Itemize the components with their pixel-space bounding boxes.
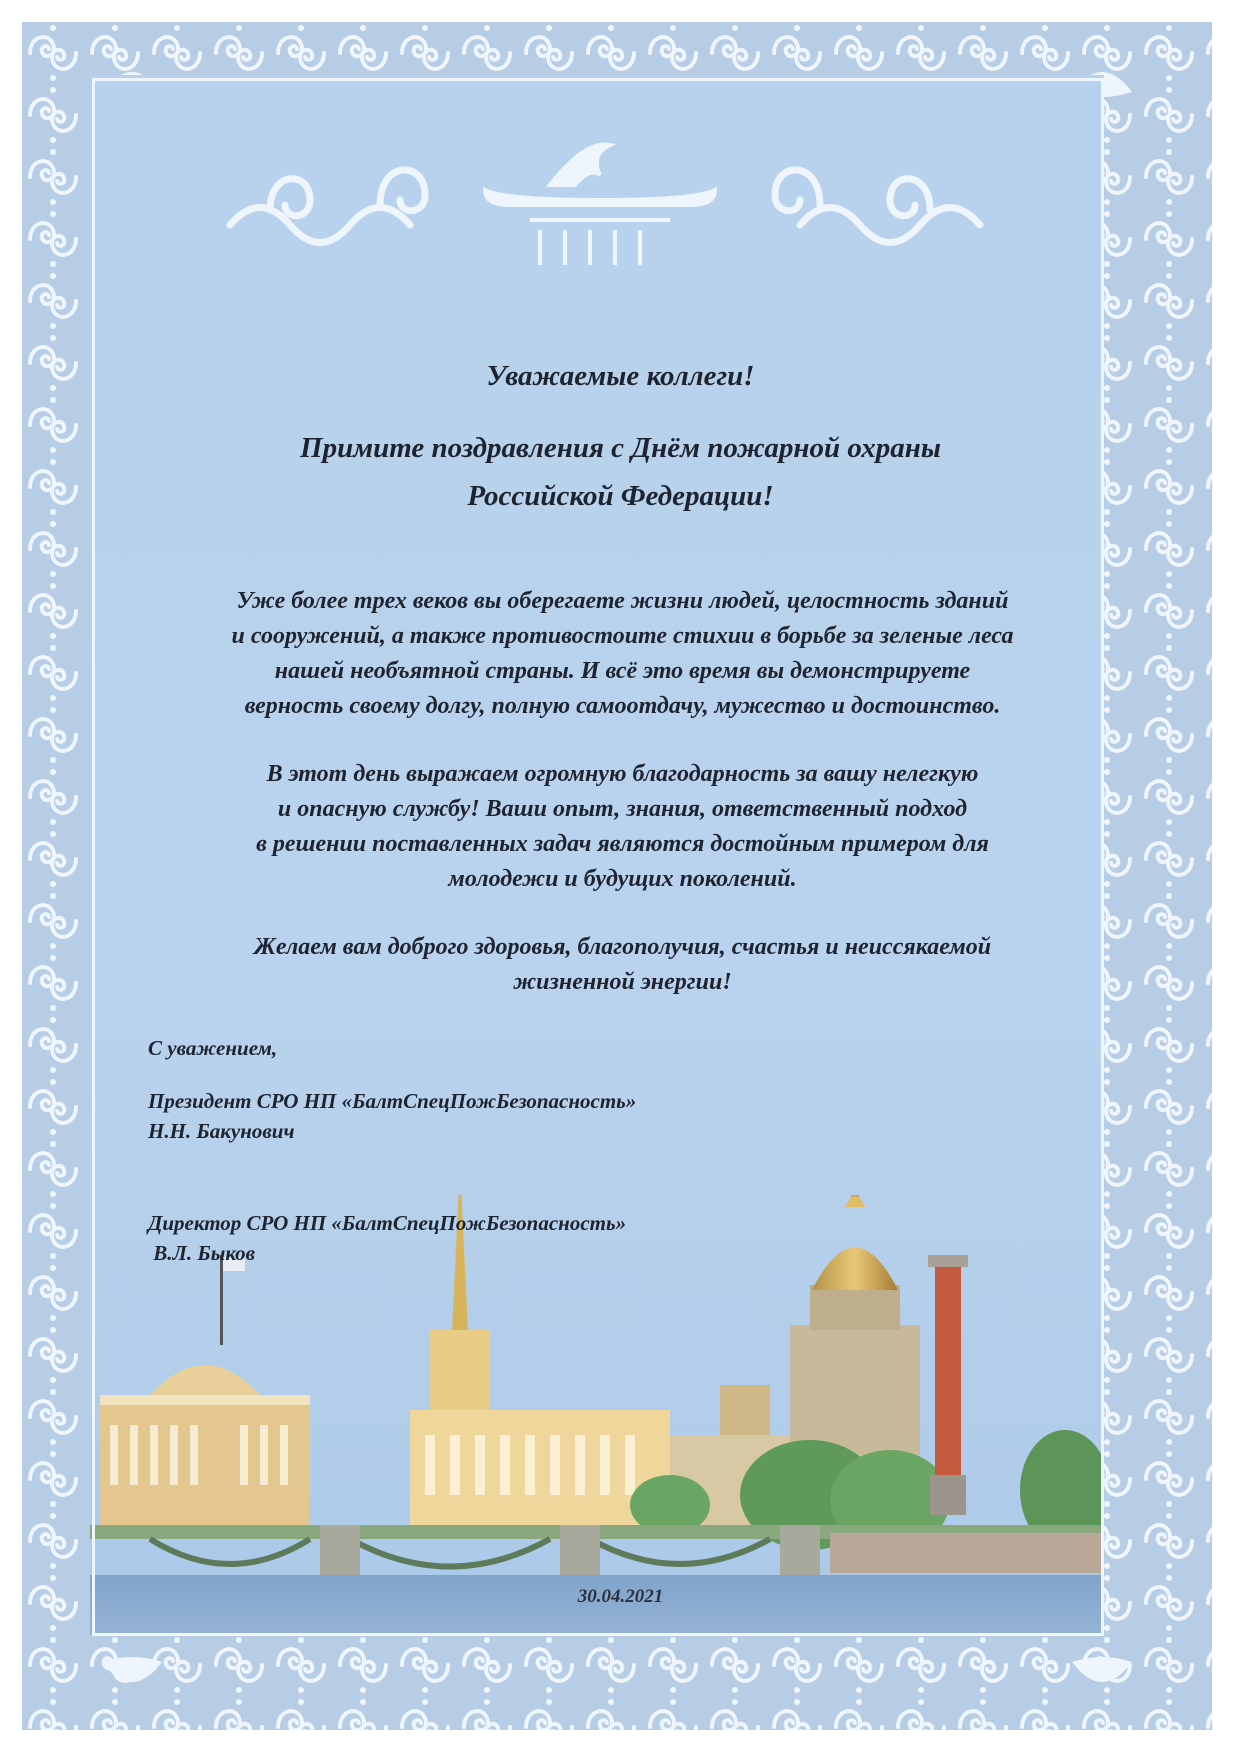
- paragraph-1: [150, 584, 1095, 724]
- closing-phrase: С уважением,: [148, 1036, 278, 1060]
- title-line: Примите поздравления с Днём пожарной охраны: [300, 432, 941, 464]
- text-line: и сооружений, а также противостоите стихии в борьбе за зеленые леса: [231, 623, 1014, 649]
- signature-position: Директор СРО НП «БалтСпецПожБезопасность»: [148, 1211, 627, 1235]
- text-line: молодежи и будущих поколений.: [448, 866, 797, 892]
- text-line: Желаем вам доброго здоровья, благополучия, счастья и неиссякаемой: [253, 934, 992, 960]
- congratulation-title: [0, 424, 1241, 520]
- signature-name: В.Л. Быков: [148, 1241, 256, 1265]
- signature-position: Президент СРО НП «БалтСпецПожБезопасность»: [148, 1089, 637, 1113]
- text-line: и опасную службу! Ваши опыт, знания, ответственный подход: [277, 796, 968, 822]
- signature-president: [148, 1086, 636, 1146]
- flame-column-emblem-icon: [485, 145, 715, 266]
- text-line: в решении поставленных задач являются достойным примером для: [256, 831, 989, 857]
- text-line: верность своему долгу, полную самоотдачу, мужество и достоинство.: [244, 693, 1001, 719]
- signature-name: Н.Н. Бакунович: [148, 1119, 295, 1143]
- header-ornament: [210, 130, 990, 280]
- signature-director: [148, 1208, 626, 1268]
- paragraph-2: [150, 757, 1095, 897]
- greeting-heading: Уважаемые коллеги!: [486, 360, 755, 392]
- document-date: 30.04.2021: [577, 1586, 664, 1607]
- text-line: нашей необъятной страны. И всё это время вы демонстрируете: [274, 658, 971, 684]
- text-line: Уже более трех веков вы оберегаете жизни людей, целостность зданий: [236, 588, 1009, 614]
- paragraph-3: [150, 930, 1095, 1000]
- text-line: В этот день выражаем огромную благодарность за вашу нелегкую: [266, 761, 979, 787]
- title-line: Российской Федерации!: [467, 480, 774, 512]
- text-line: жизненной энергии!: [513, 969, 732, 995]
